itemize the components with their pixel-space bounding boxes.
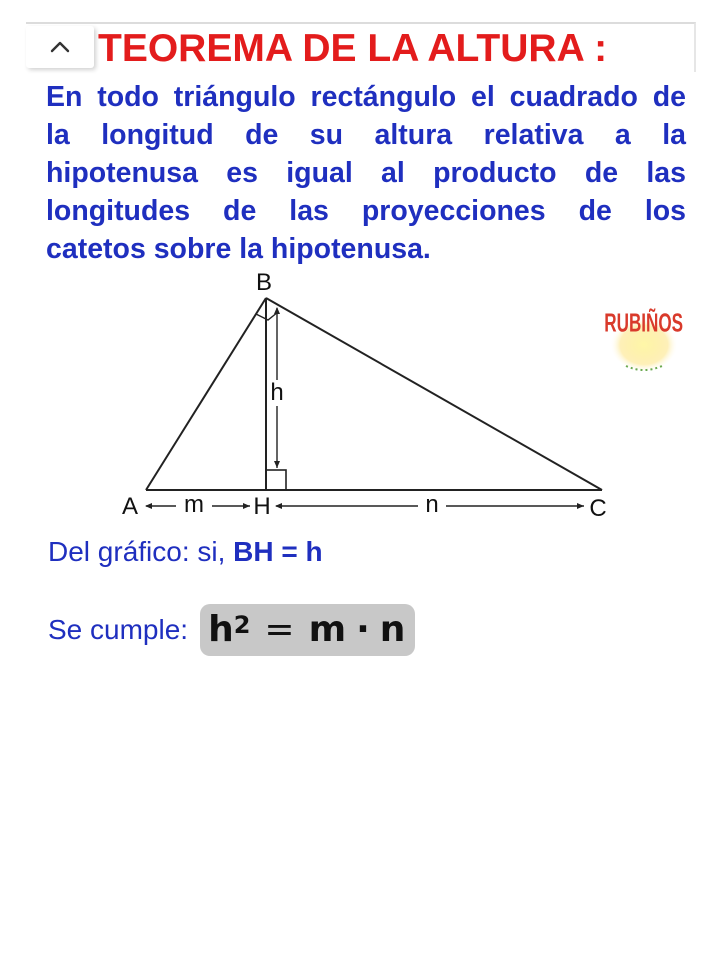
given-equation: BH = h bbox=[233, 536, 323, 567]
formula-exponent: 2 bbox=[233, 611, 251, 639]
formula-n: n bbox=[379, 608, 406, 650]
result-statement bbox=[48, 604, 415, 656]
side-bc bbox=[266, 298, 602, 490]
result-prefix: Se cumple: bbox=[48, 614, 189, 645]
vertex-a-label: A bbox=[121, 493, 139, 520]
collapse-button[interactable] bbox=[26, 26, 94, 68]
chevron-up-icon bbox=[49, 40, 71, 54]
theorem-statement bbox=[46, 78, 686, 268]
m-label: m bbox=[184, 491, 204, 518]
formula-box bbox=[200, 604, 415, 656]
formula-h: h bbox=[208, 608, 234, 650]
formula-m: m bbox=[308, 608, 347, 650]
statement-line: la longitud de su altura relativa a la bbox=[46, 119, 686, 151]
formula-dot: · bbox=[356, 608, 370, 650]
page-title: TEOREMA DE LA ALTURA : bbox=[98, 27, 608, 70]
given-prefix: Del gráfico: si, bbox=[48, 536, 234, 567]
logo-text: RUBIÑOS bbox=[604, 307, 684, 338]
statement-line: catetos sobre la hipotenusa. bbox=[46, 233, 431, 265]
rubinos-logo bbox=[596, 280, 692, 380]
vertex-b-label: B bbox=[255, 269, 273, 296]
formula-equals: = bbox=[264, 608, 295, 650]
right-angle-mark-h bbox=[266, 470, 286, 490]
side-ab bbox=[146, 298, 266, 490]
given-statement bbox=[48, 536, 323, 568]
vertex-c-label: C bbox=[589, 495, 607, 522]
statement-line: longitudes de las proyecciones de los bbox=[46, 195, 686, 227]
height-label: h bbox=[270, 379, 284, 406]
foot-h-label: H bbox=[253, 493, 271, 520]
statement-line: En todo triángulo rectángulo el cuadrado de bbox=[46, 81, 686, 113]
n-label: n bbox=[425, 491, 439, 518]
statement-line: hipotenusa es igual al producto de las bbox=[46, 157, 686, 189]
